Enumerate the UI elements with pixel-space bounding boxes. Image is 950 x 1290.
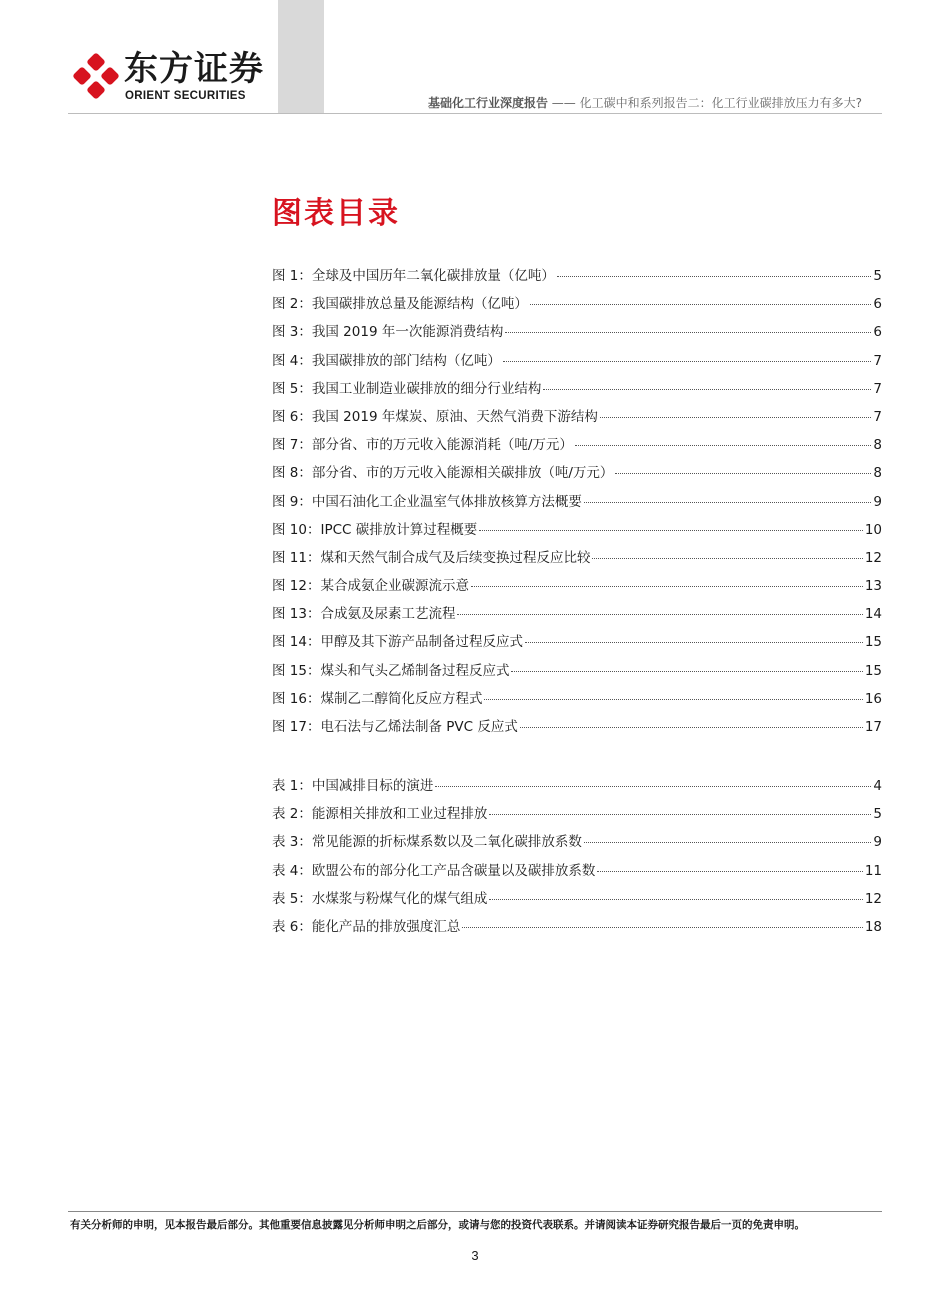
figure-toc-entry[interactable] xyxy=(272,546,882,574)
header-gray-tab xyxy=(278,0,324,113)
toc-entry-page: 14 xyxy=(864,606,882,623)
toc-entry-label: 表 2：能源相关排放和工业过程排放 xyxy=(272,806,488,823)
toc-leader-dots xyxy=(479,530,863,531)
toc-leader-dots xyxy=(511,671,862,672)
toc-entry-label: 表 3：常见能源的折标煤系数以及二氧化碳排放系数 xyxy=(272,834,582,851)
toc-leader-dots xyxy=(457,614,862,615)
report-category: 基础化工行业深度报告 xyxy=(427,96,548,110)
figure-toc-entry[interactable] xyxy=(272,659,882,687)
toc-leader-dots xyxy=(584,502,872,503)
table-toc-entry[interactable] xyxy=(272,915,882,943)
toc-entry-page: 11 xyxy=(864,862,882,879)
toc-entry-page: 9 xyxy=(873,493,882,510)
toc-entry-page: 12 xyxy=(864,549,882,566)
toc-leader-dots xyxy=(600,417,872,418)
toc-entry-label: 表 1：中国减排目标的演进 xyxy=(272,778,434,794)
footer-disclaimer: 有关分析师的申明，见本报告最后部分。其他重要信息披露见分析师申明之后部分，或请与您的投资代表联系。并请阅读本证券研究报告最后一页的免责申明。 xyxy=(70,1219,805,1231)
toc-entry-page: 8 xyxy=(873,465,882,482)
table-list xyxy=(272,774,882,943)
figure-toc-entry[interactable] xyxy=(272,377,882,405)
header-divider xyxy=(68,113,882,114)
toc-entry-page: 15 xyxy=(864,634,882,651)
figure-toc-entry[interactable] xyxy=(272,349,882,377)
toc-entry-page: 5 xyxy=(873,268,882,284)
report-header-title xyxy=(428,94,862,111)
orient-securities-logo-icon xyxy=(72,52,120,100)
toc-entry-page: 9 xyxy=(873,834,882,851)
toc-entry-label: 图 15：煤头和气头乙烯制备过程反应式 xyxy=(272,662,510,679)
toc-entry-label: 图 10：IPCC 碳排放计算过程概要 xyxy=(272,521,478,538)
table-toc-entry[interactable] xyxy=(272,830,882,858)
toc-entry-page: 4 xyxy=(873,778,882,794)
logo-english-name: ORIENT SECURITIES xyxy=(125,90,246,102)
figure-toc-entry[interactable] xyxy=(272,320,882,348)
toc-entry-page: 10 xyxy=(864,521,882,538)
toc-entry-label: 图 6：我国 2019 年煤炭、原油、天然气消费下游结构 xyxy=(272,408,598,425)
report-title: 化工碳中和系列报告二：化工行业碳排放压力有多大? xyxy=(579,96,862,110)
table-toc-entry[interactable] xyxy=(272,774,882,802)
toc-leader-dots xyxy=(597,871,862,872)
toc-entry-page: 7 xyxy=(873,352,882,369)
figure-toc-entry[interactable] xyxy=(272,687,882,715)
toc-entry-label: 图 2：我国碳排放总量及能源结构（亿吨） xyxy=(272,296,528,313)
figure-toc-entry[interactable] xyxy=(272,630,882,658)
toc-entry-page: 17 xyxy=(864,719,882,735)
toc-leader-dots xyxy=(557,276,872,277)
toc-leader-dots xyxy=(530,304,872,305)
toc-leader-dots xyxy=(543,389,871,390)
toc-entry-label: 图 8：部分省、市的万元收入能源相关碳排放（吨/万元） xyxy=(272,465,614,482)
figure-toc-entry[interactable] xyxy=(272,490,882,518)
toc-leader-dots xyxy=(505,332,871,333)
toc-leader-dots xyxy=(489,899,862,900)
toc-entry-label: 图 14：甲醇及其下游产品制备过程反应式 xyxy=(272,634,523,651)
toc-entry-label: 图 13：合成氨及尿素工艺流程 xyxy=(272,606,456,623)
toc-entry-page: 7 xyxy=(873,408,882,425)
toc-entry-label: 表 4：欧盟公布的部分化工产品含碳量以及碳排放系数 xyxy=(272,862,596,879)
figure-toc-entry[interactable] xyxy=(272,461,882,489)
figure-toc-entry[interactable] xyxy=(272,574,882,602)
toc-entry-page: 6 xyxy=(873,324,882,341)
figure-toc-entry[interactable] xyxy=(272,602,882,630)
toc-entry-label: 图 1：全球及中国历年二氧化碳排放量（亿吨） xyxy=(272,268,555,284)
page-number: 3 xyxy=(471,1248,479,1263)
toc-entry-page: 6 xyxy=(873,296,882,313)
toc-leader-dots xyxy=(471,586,863,587)
toc-leader-dots xyxy=(435,786,871,787)
figure-toc-entry[interactable] xyxy=(272,264,882,292)
toc-entry-label: 表 6：能化产品的排放强度汇总 xyxy=(272,918,461,935)
toc-entry-page: 12 xyxy=(864,890,882,907)
table-toc-entry[interactable] xyxy=(272,887,882,915)
toc-entry-page: 18 xyxy=(864,918,882,935)
toc-leader-dots xyxy=(489,814,871,815)
toc-entry-label: 图 11：煤和天然气制合成气及后续变换过程反应比较 xyxy=(272,549,591,566)
toc-leader-dots xyxy=(575,445,871,446)
toc-leader-dots xyxy=(503,361,872,362)
toc-leader-dots xyxy=(592,558,862,559)
toc-entry-label: 图 16：煤制乙二醇简化反应方程式 xyxy=(272,690,483,707)
toc-entry-page: 8 xyxy=(873,437,882,454)
toc-entry-page: 7 xyxy=(873,380,882,397)
toc-leader-dots xyxy=(462,927,862,928)
toc-entry-label: 表 5：水煤浆与粉煤气化的煤气组成 xyxy=(272,890,488,907)
table-toc-entry[interactable] xyxy=(272,802,882,830)
toc-leader-dots xyxy=(484,699,862,700)
table-toc-entry[interactable] xyxy=(272,859,882,887)
figure-toc-entry[interactable] xyxy=(272,292,882,320)
company-logo xyxy=(72,46,272,106)
toc-leader-dots xyxy=(525,642,863,643)
toc-entry-label: 图 4：我国碳排放的部门结构（亿吨） xyxy=(272,352,501,369)
toc-entry-label: 图 17：电石法与乙烯法制备 PVC 反应式 xyxy=(272,719,518,735)
section-title: 图表目录 xyxy=(272,196,400,231)
figure-toc-entry[interactable] xyxy=(272,715,882,743)
toc-entry-page: 5 xyxy=(873,806,882,823)
toc-entry-label: 图 5：我国工业制造业碳排放的细分行业结构 xyxy=(272,380,542,397)
figure-toc-entry[interactable] xyxy=(272,518,882,546)
toc-entry-page: 13 xyxy=(864,578,882,595)
toc-entry-label: 图 9：中国石油化工企业温室气体排放核算方法概要 xyxy=(272,493,582,510)
toc-leader-dots xyxy=(584,842,872,843)
figure-toc-entry[interactable] xyxy=(272,405,882,433)
toc-leader-dots xyxy=(615,473,871,474)
toc-entry-label: 图 7：部分省、市的万元收入能源消耗（吨/万元） xyxy=(272,437,573,454)
toc-entry-page: 15 xyxy=(864,662,882,679)
toc-leader-dots xyxy=(520,727,863,728)
header-separator: —— xyxy=(551,96,576,110)
toc-entry-page: 16 xyxy=(864,690,882,707)
figure-toc-entry[interactable] xyxy=(272,433,882,461)
figure-list xyxy=(272,264,882,743)
toc-entry-label: 图 3：我国 2019 年一次能源消费结构 xyxy=(272,324,504,341)
footer-divider xyxy=(68,1211,882,1212)
toc-entry-label: 图 12：某合成氨企业碳源流示意 xyxy=(272,578,469,595)
logo-chinese-name: 东方证券 xyxy=(124,49,264,89)
